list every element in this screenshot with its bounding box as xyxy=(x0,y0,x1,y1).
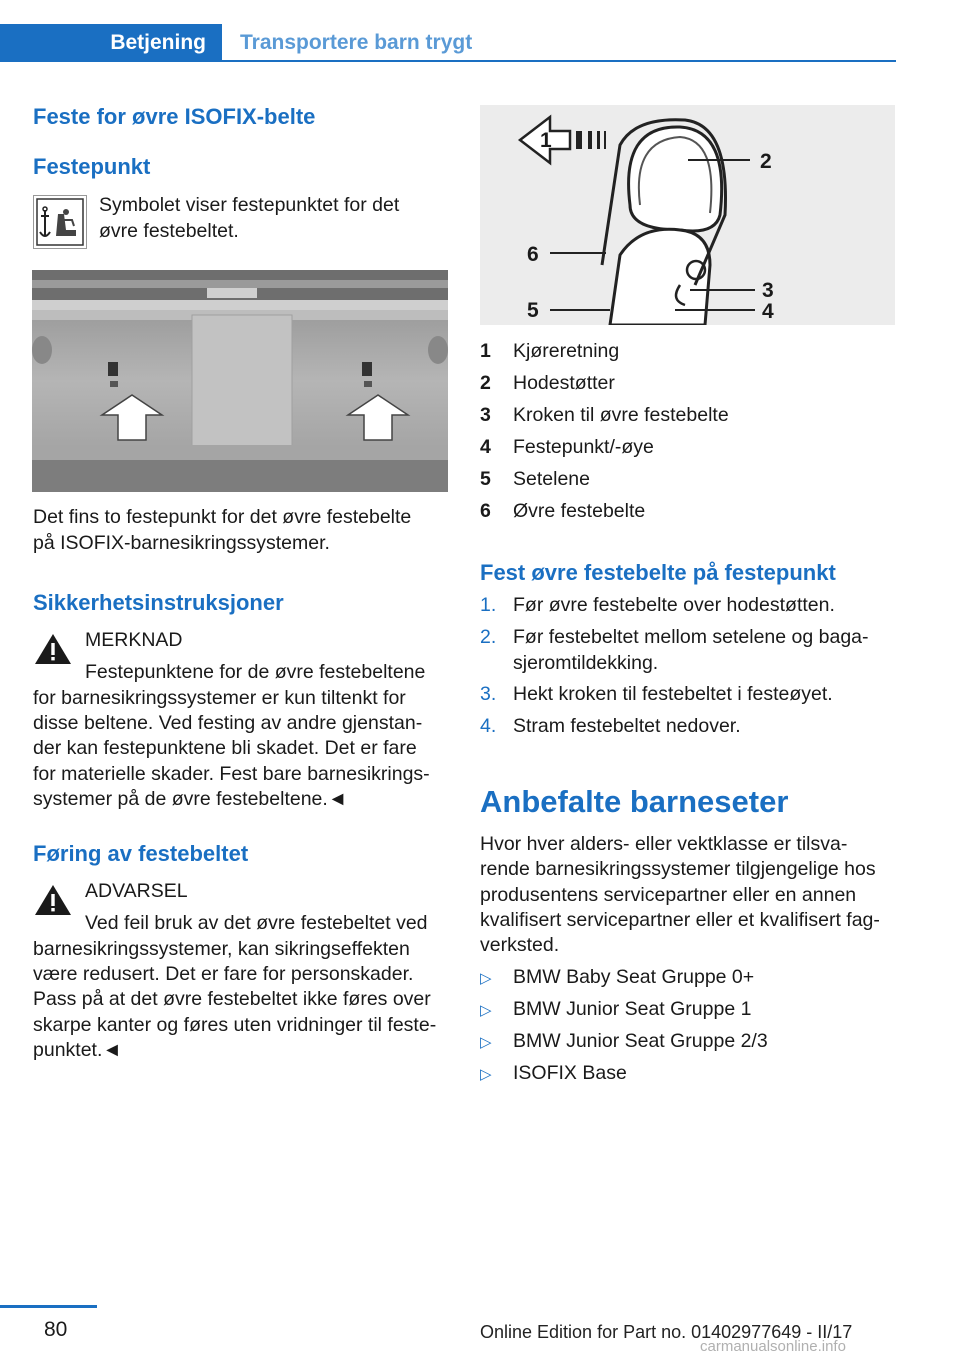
symbol-text-line-1: Symbolet viser festepunktet for det xyxy=(99,194,400,216)
festepunkt-heading: Festepunkt xyxy=(33,154,151,179)
diagram-label-4: 4 xyxy=(762,300,774,323)
notice-line-3: disse beltene. Ved festing av andre gjenstan- xyxy=(33,712,423,734)
section-title: Feste for øvre ISOFIX-belte xyxy=(33,104,316,129)
recommended-line-3: produsentens servicepartner eller en annen xyxy=(480,884,857,906)
page-number: 80 xyxy=(44,1318,68,1341)
recommended-line-1: Hvor hver alders- eller vektklasse er tilsva- xyxy=(480,833,848,855)
edition-text: Online Edition for Part no. 01402977649 - II/17 xyxy=(480,1322,853,1342)
isofix-symbol-icon xyxy=(33,195,87,249)
legend-item: 2 Hodestøtter xyxy=(480,372,615,394)
legend-item: 4 Festepunkt/-øye xyxy=(480,436,654,458)
diagram-label-2: 2 xyxy=(760,150,772,173)
legend-item: 3 Kroken til øvre festebelte xyxy=(480,404,729,426)
watermark: carmanualsonline.info xyxy=(700,1338,846,1355)
recommended-line-2: rende barnesikringssystemer tilgjengelige hos xyxy=(480,858,876,880)
notice-label: MERKNAD xyxy=(85,629,183,651)
symbol-text-line-2: øvre festebeltet. xyxy=(99,220,239,242)
warning-line-6: punktet.◄ xyxy=(33,1039,122,1061)
routing-heading: Føring av festebeltet xyxy=(33,841,249,866)
steps-heading: Fest øvre festebelte på festepunkt xyxy=(480,560,836,585)
notice-warning-icon xyxy=(33,632,73,671)
photo-caption-line-1: Det fins to festepunkt for det øvre festebelte xyxy=(33,506,412,528)
notice-line-2: for barnesikringssystemer er kun tiltenkt for xyxy=(33,687,406,709)
photo-caption-line-2: på ISOFIX-barnesikringssystemer. xyxy=(33,532,330,554)
tab-transportere-barn-trygt[interactable]: Transportere barn trygt xyxy=(240,31,473,54)
warning-line-4: Pass på at det øvre festebeltet ikke føres over xyxy=(33,988,431,1010)
diagram-label-3: 3 xyxy=(762,279,774,302)
legend-item: 5 Setelene xyxy=(480,468,590,490)
warning-label: ADVARSEL xyxy=(85,880,188,902)
tab-betjening[interactable]: Betjening xyxy=(0,24,222,62)
warning-line-5: skarpe kanter og føres uten vridninger til feste- xyxy=(33,1014,437,1036)
footer-rule xyxy=(0,1305,97,1308)
warning-line-3: være redusert. Det er fare for personskader. xyxy=(33,963,414,985)
trunk-isofix-photo xyxy=(32,270,448,492)
diagram-label-5: 5 xyxy=(527,299,539,322)
advarsel-warning-icon xyxy=(33,883,73,922)
notice-line-5: for materielle skader. Fest bare barnesikrings- xyxy=(33,763,430,785)
legend-item: 6 Øvre festebelte xyxy=(480,500,646,522)
warning-line-1: Ved feil bruk av det øvre festebeltet ved xyxy=(85,912,428,934)
headrest-diagram xyxy=(480,105,895,325)
recommended-line-4: kvalifisert servicepartner eller et kvalifisert fag- xyxy=(480,909,880,931)
notice-line-6: systemer på de øvre festebeltene.◄ xyxy=(33,788,348,810)
recommended-heading: Anbefalte barneseter xyxy=(480,784,789,819)
diagram-label-1: 1 xyxy=(540,129,552,152)
header-rule xyxy=(222,60,896,62)
recommended-line-5: verksted. xyxy=(480,934,560,956)
step-continuation: sjeromtildekking. xyxy=(513,652,659,674)
notice-line-4: der kan festepunktene bli skadet. Det er fare xyxy=(33,737,417,759)
legend-item: 1 Kjøreretning xyxy=(480,340,620,362)
notice-line-1: Festepunktene for de øvre festebeltene xyxy=(85,661,426,683)
warning-line-2: barnesikringssystemer, kan sikringseffekten xyxy=(33,938,410,960)
diagram-label-6: 6 xyxy=(527,243,539,266)
safety-heading: Sikkerhetsinstruksjoner xyxy=(33,590,284,615)
